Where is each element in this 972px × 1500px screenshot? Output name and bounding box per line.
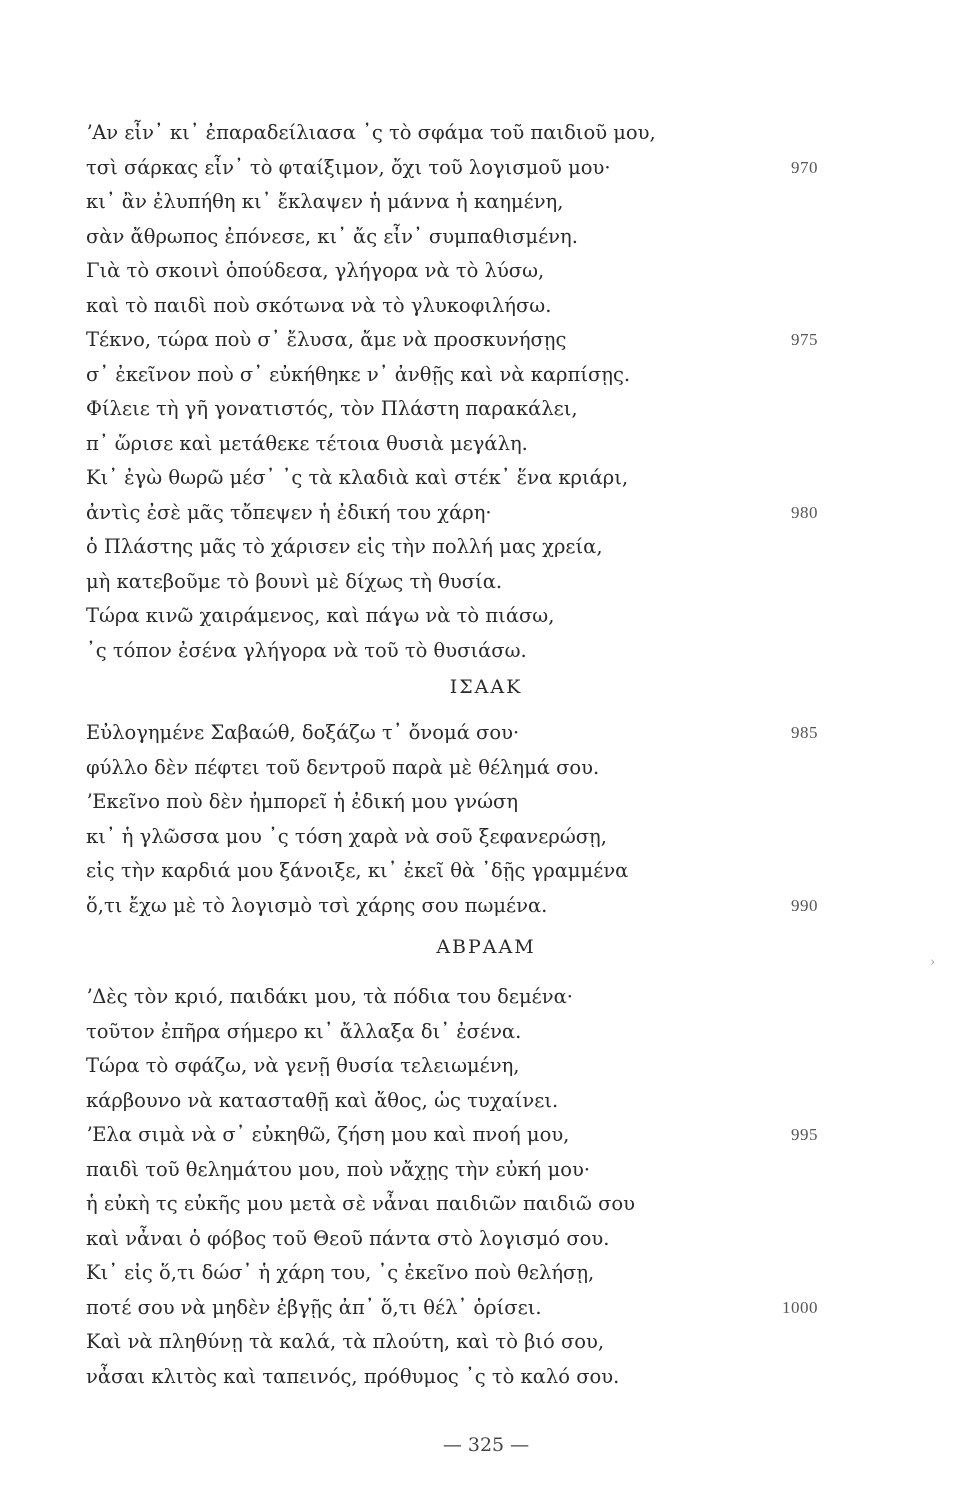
verse-line — [0, 116, 972, 151]
verse-line — [0, 1256, 972, 1291]
verse-text: Κι᾽ εἰς ὅ,τι δώσ᾽ ἡ χάρη του, ᾽ς ἐκεῖνο ποὺ θελήσῃ, — [86, 1261, 595, 1284]
verse-text: Τέκνο, τώρα ποὺ σ᾽ ἔλυσα, ἄμε νὰ προσκυνήσῃς — [86, 328, 567, 351]
verse-text: Φίλειε τὴ γῆ γονατιστός, τὸν Πλάστη παρακάλει, — [86, 397, 578, 420]
verse-text: π᾽ ὥρισε καὶ μετάθεκε τέτοια θυσιὰ μεγάλη. — [86, 431, 528, 455]
verse-text: φύλλο δὲν πέφτει τοῦ δεντροῦ παρὰ μὲ θέλημά σου. — [86, 755, 600, 779]
verse-line — [0, 151, 972, 186]
verse-line — [0, 716, 972, 751]
verse-text: Τώρα κινῶ χαιράμενος, καὶ πάγω νὰ τὸ πιάσω, — [86, 604, 555, 627]
verse-text: ᾽ς τόπον ἐσένα γλήγορα νὰ τοῦ τὸ θυσιάσω. — [86, 638, 527, 662]
verse-block-2 — [0, 716, 972, 923]
verse-line — [0, 496, 972, 531]
line-number: 995 — [791, 1125, 818, 1144]
line-number: 970 — [791, 157, 818, 177]
verse-line — [0, 889, 972, 924]
verse-text: κι᾽ ἡ γλῶσσα μου ᾽ς τόση χαρὰ νὰ σοῦ ξεφανερώσῃ, — [86, 824, 607, 848]
verse-line — [0, 530, 972, 565]
verse-text: Κι᾽ ἐγὼ θωρῶ μέσ᾽ ᾽ς τὰ κλαδιὰ καὶ στέκ᾽ ἕνα κριάρι, — [86, 466, 629, 489]
verse-text: κάρβουνο νὰ κατασταθῇ καὶ ἄθος, ὡς τυχαίνει. — [86, 1088, 559, 1112]
verse-block-1 — [0, 116, 972, 668]
verse-line — [0, 323, 972, 358]
verse-text: ʼΔὲς τὸν κριό, παιδάκι μου, τὰ πόδια του δεμένα· — [86, 985, 573, 1008]
verse-text: σ᾽ ἐκεῖνον ποὺ σ᾽ εὐκήθηκε ν᾽ ἀνθῇς καὶ νὰ καρπίσῃς. — [86, 362, 631, 386]
verse-text: μὴ κατεβοῦμε τὸ βουνὶ μὲ δίχως τὴ θυσία. — [86, 569, 503, 593]
verse-line — [0, 392, 972, 427]
verse-line — [0, 1187, 972, 1222]
verse-line — [0, 980, 972, 1015]
verse-text: καὶ νἆναι ὁ φόβος τοῦ Θεοῦ πάντα στὸ λογισμό σου. — [86, 1226, 610, 1250]
verse-line — [0, 751, 972, 786]
verse-block-3 — [0, 980, 972, 1394]
verse-line — [0, 358, 972, 393]
verse-text: ὁ Πλάστης μᾶς τὸ χάρισεν εἰς τὴν πολλή μας χρεία, — [86, 535, 603, 558]
verse-text: τοῦτον ἐπῆρα σήμερο κι᾽ ἄλλαξα δι᾽ ἐσένα. — [86, 1019, 522, 1043]
verse-line — [0, 1291, 972, 1326]
verse-text: ʼΕλα σιμὰ νὰ σ᾽ εὐκηθῶ, ζήση μου καὶ πνοή μου, — [86, 1123, 570, 1146]
verse-text: ἀντὶς ἐσὲ μᾶς τὄπεψεν ἡ ἐδική του χάρη· — [86, 500, 492, 524]
verse-text: ʼΑν εἶν᾽ κι᾽ ἐπαραδείλιασα ᾽ς τὸ σφάμα τοῦ παιδιοῦ μου, — [86, 121, 656, 144]
speaker-heading-isaak: ΙΣΑΑΚ — [449, 676, 523, 698]
line-number: 980 — [791, 502, 818, 522]
verse-line — [0, 461, 972, 496]
verse-text: ὅ,τι ἔχω μὲ τὸ λογισμὸ τσὶ χάρης σου πωμένα. — [86, 893, 548, 917]
speaker-heading-avraam: ΑΒΡΑΑΜ — [436, 936, 536, 958]
verse-line — [0, 1325, 972, 1360]
verse-text: Εὐλογημένε Σαβαώθ, δοξάζω τ᾽ ὄνομά σου· — [86, 721, 520, 744]
verse-line — [0, 1118, 972, 1153]
line-number: 975 — [791, 330, 818, 349]
verse-line — [0, 1084, 972, 1119]
verse-line — [0, 1222, 972, 1257]
verse-line — [0, 854, 972, 889]
verse-text: Καὶ νὰ πληθύνῃ τὰ καλά, τὰ πλούτη, καὶ τὸ βιό σου, — [86, 1330, 605, 1353]
verse-text: νἆσαι κλιτὸς καὶ ταπεινός, πρόθυμος ᾽ς τὸ καλό σου. — [86, 1364, 620, 1388]
verse-text: Γιὰ τὸ σκοινὶ ὁπούδεσα, γλήγορα νὰ τὸ λύσω, — [86, 259, 545, 282]
line-number: 985 — [791, 723, 818, 742]
verse-line — [0, 254, 972, 289]
verse-text: Τώρα τὸ σφάζω, νὰ γενῇ θυσία τελειωμένη, — [86, 1054, 520, 1077]
verse-line — [0, 427, 972, 462]
verse-line — [0, 1360, 972, 1395]
verse-line — [0, 599, 972, 634]
line-number: 1000 — [782, 1297, 818, 1317]
verse-text: ἡ εὐκὴ τς εὐκῆς μου μετὰ σὲ νἆναι παιδιῶν παιδιῶ σου — [86, 1192, 636, 1215]
verse-text: καὶ τὸ παιδὶ ποὺ σκότωνα νὰ τὸ γλυκοφιλήσω. — [86, 293, 552, 317]
verse-text: τσὶ σάρκας εἶν᾽ τὸ φταίξιμον, ὄχι τοῦ λογισμοῦ μου· — [86, 155, 611, 179]
verse-text: ποτέ σου νὰ μηδὲν ἐβγῇς ἀπ᾽ ὅ,τι θέλ᾽ ὁρίσει. — [86, 1295, 542, 1319]
stray-margin-mark: › — [930, 955, 936, 970]
verse-line — [0, 785, 972, 820]
verse-line — [0, 220, 972, 255]
verse-line — [0, 1153, 972, 1188]
verse-line — [0, 565, 972, 600]
line-number: 990 — [791, 895, 818, 915]
verse-line — [0, 185, 972, 220]
verse-text: σὰν ἄθρωπος ἐπόνεσε, κι᾽ ἄς εἶν᾽ συμπαθισμένη. — [86, 224, 578, 248]
verse-line — [0, 1015, 972, 1050]
verse-line — [0, 634, 972, 669]
verse-text: παιδὶ τοῦ θελημάτου μου, ποὺ νἄχῃς τὴν εὐκή μου· — [86, 1157, 591, 1181]
verse-line — [0, 289, 972, 324]
verse-line — [0, 1049, 972, 1084]
verse-text: εἰς τὴν καρδιά μου ξάνοιξε, κι᾽ ἐκεῖ θὰ ᾽δῇς γραμμένα — [86, 859, 629, 882]
verse-line — [0, 820, 972, 855]
verse-text: ʼΕκεῖνο ποὺ δὲν ἠμπορεῖ ἡ ἐδική μου γνώση — [86, 790, 519, 813]
verse-text: κι᾽ ἂν ἐλυπήθη κι᾽ ἔκλαψεν ἡ μάννα ἡ καημένη, — [86, 190, 564, 213]
page-number: — 325 — — [442, 1434, 530, 1456]
